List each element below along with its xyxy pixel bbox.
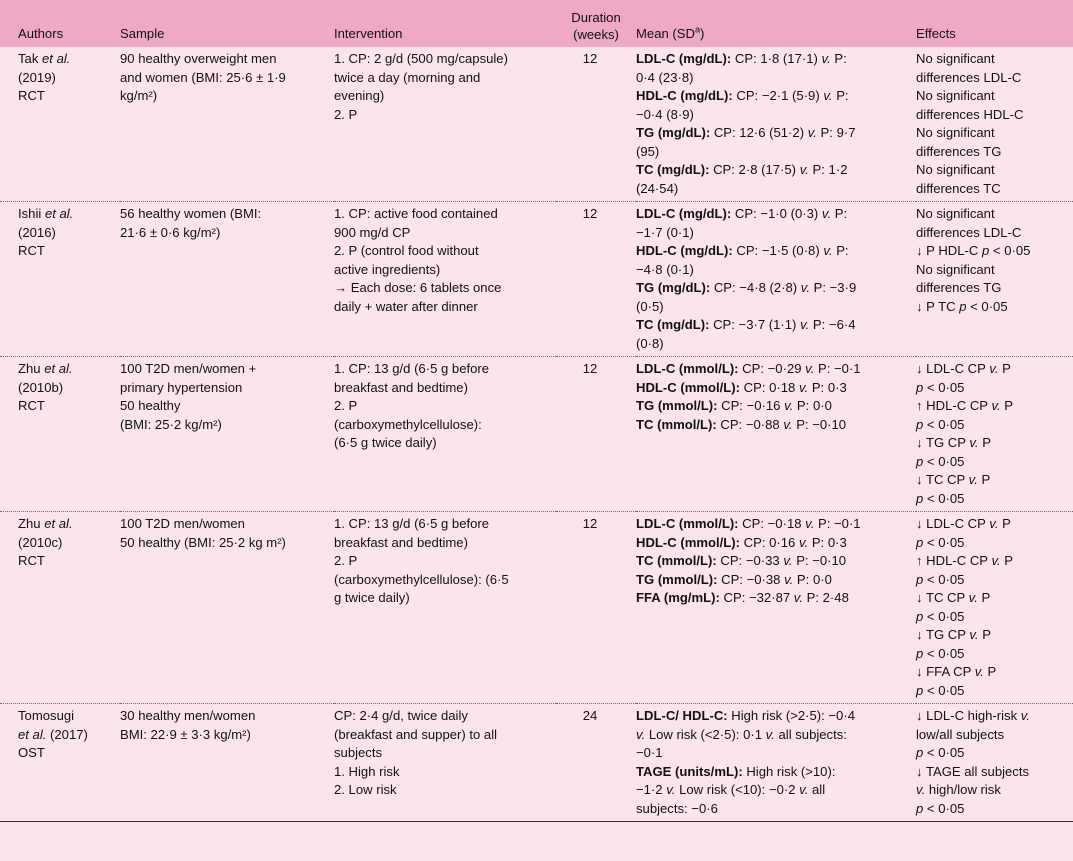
intervention-line: 2. P [334, 398, 358, 413]
author-etal: et al. [18, 726, 47, 742]
sample-line: 56 healthy women (BMI: [120, 206, 262, 221]
cell-sample [120, 512, 334, 704]
intervention-line: daily + water after dinner [334, 298, 478, 314]
mean-rest: P: 0·0 [793, 398, 832, 413]
sample-line: and women (BMI: 25·6 ± 1·9 [120, 69, 286, 85]
intervention-line: g twice daily) [334, 590, 410, 605]
cell-authors [0, 202, 120, 357]
effect-line: v. high/low risk [916, 782, 1001, 797]
mean-entry [636, 515, 912, 534]
mean-text: CP: 1·8 (17·1) [731, 51, 822, 66]
mean-text: CP: −0·33 [716, 553, 784, 568]
cell-intervention [334, 512, 556, 704]
intervention-line: 2. P [334, 553, 358, 568]
mean-rest: P: [832, 243, 849, 258]
sample-line: (BMI: 25·2 kg/m²) [120, 416, 222, 432]
sample-line: 100 T2D men/women + [120, 361, 257, 376]
header-mean [636, 0, 916, 47]
intervention-line: (carboxymethylcellulose): (6·5 [334, 571, 509, 587]
mean-label: LDL-C (mg/dL): [636, 206, 732, 221]
study-design: RCT [18, 88, 45, 103]
mean-rest: P: [831, 206, 848, 221]
mean-versus: v. [807, 125, 817, 140]
mean-label: LDL-C (mmol/L): [636, 516, 739, 531]
cell-intervention [334, 202, 556, 357]
cell-mean [636, 512, 916, 704]
intervention-line: 2. Low risk [334, 782, 397, 797]
effect-line: ↓ TC CP v. P [916, 472, 991, 487]
cell-intervention [334, 704, 556, 822]
mean-text: CP: −4·8 (2·8) [710, 280, 801, 295]
mean-label: HDL-C (mmol/L): [636, 379, 741, 395]
cell-duration: 12 [556, 47, 636, 202]
effect-line: ↓ TG CP v. P [916, 435, 991, 450]
effect-line: p < 0·05 [916, 490, 965, 506]
intervention-line: → Each dose: 6 tablets once [334, 280, 502, 295]
sample-line: 90 healthy overweight men [120, 51, 277, 66]
mean-extra: 0·4 (23·8) [636, 69, 694, 85]
cell-authors [0, 704, 120, 822]
cell-mean [636, 704, 916, 822]
header-intervention: Intervention [334, 25, 403, 41]
mean-text: CP: −0·88 [716, 416, 784, 432]
author-name: Zhu [18, 361, 45, 376]
mean-entry [636, 397, 912, 416]
intervention-line: 1. CP: 13 g/d (6·5 g before [334, 361, 490, 376]
mean-label: LDL-C (mmol/L): [636, 361, 739, 376]
mean-entry [636, 763, 912, 782]
effect-line: No significant [916, 88, 995, 103]
mean-extra: −1·7 (0·1) [636, 224, 694, 240]
author-etal: et al. [44, 206, 74, 221]
intervention-line: 1. High risk [334, 763, 400, 779]
mean-entry [636, 534, 912, 553]
mean-entry [636, 87, 912, 106]
mean-text: CP: 0·18 [740, 379, 799, 395]
mean-label: TC (mg/dL): [636, 317, 710, 332]
mean-versus: v. [799, 162, 809, 177]
mean-extra: v. Low risk (<2·5): 0·1 v. all subjects: [636, 726, 847, 742]
author-line [18, 707, 116, 726]
mean-versus: v. [784, 571, 794, 587]
mean-rest: P: −6·4 [809, 317, 856, 332]
mean-entry [636, 552, 912, 571]
intervention-line: breakfast and bedtime) [334, 379, 468, 395]
intervention-line: active ingredients) [334, 261, 441, 277]
mean-extra: (0·5) [636, 298, 664, 314]
cell-authors [0, 512, 120, 704]
cell-effects [916, 47, 1073, 202]
cell-effects [916, 202, 1073, 357]
author-year: (2017) [46, 726, 88, 742]
table-row [0, 47, 1073, 202]
table-body [0, 47, 1073, 822]
sample-line: 100 T2D men/women [120, 516, 245, 531]
mean-text: CP: −2·1 (5·9) [732, 88, 824, 103]
effect-line: ↓ LDL-C CP v. P [916, 361, 1011, 376]
header-mean-suffix: ) [699, 25, 705, 41]
intervention-line: breakfast and bedtime) [334, 534, 468, 550]
effect-line: p < 0·05 [916, 645, 965, 661]
sample-line: BMI: 22·9 ± 3·3 kg/m²) [120, 726, 251, 742]
sample-line: 50 healthy (BMI: 25·2 kg m²) [120, 534, 286, 550]
mean-versus: v. [821, 51, 831, 66]
sample-line: primary hypertension [120, 379, 243, 395]
effect-line: p < 0·05 [916, 745, 965, 760]
author-name: Tak [18, 51, 43, 66]
effect-line: ↓ LDL-C CP v. P [916, 516, 1011, 531]
effect-line: p < 0·05 [916, 682, 965, 698]
mean-rest: P: 0·0 [793, 571, 832, 587]
mean-label: TG (mg/dL): [636, 280, 711, 295]
effect-line: ↓ P HDL-C p < 0·05 [916, 243, 1031, 258]
effect-line: ↓ LDL-C high-risk v. [916, 708, 1030, 723]
effect-line: p < 0·05 [916, 571, 965, 587]
header-row [0, 0, 1073, 47]
mean-label: TC (mmol/L): [636, 416, 717, 432]
effect-line: ↓ TAGE all subjects [916, 763, 1030, 779]
mean-label: TG (mmol/L): [636, 571, 718, 587]
header-effects: Effects [916, 25, 956, 41]
mean-entry [636, 360, 912, 379]
mean-text: High risk (>10): [742, 763, 836, 779]
author-year: (2016) [18, 224, 56, 240]
mean-text: CP: −0·38 [717, 571, 785, 587]
author-line [18, 515, 116, 534]
study-design: RCT [18, 243, 45, 258]
header-mean-prefix: Mean (SD [636, 25, 695, 41]
author-year: (2010b) [18, 379, 64, 395]
intervention-line: 1. CP: 2 g/d (500 mg/capsule) [334, 51, 508, 66]
mean-text: High risk (>2·5): −0·4 [727, 708, 855, 723]
mean-versus: v. [798, 379, 809, 395]
cell-mean [636, 47, 916, 202]
mean-rest: P: 0·3 [808, 534, 847, 550]
mean-entry [636, 416, 912, 435]
mean-versus: v. [783, 416, 793, 432]
mean-extra: −1·2 v. Low risk (<10): −0·2 v. all [636, 782, 826, 797]
effect-line: No significant [916, 261, 995, 277]
effect-line: p < 0·05 [916, 608, 965, 624]
intervention-line: 2. P [334, 106, 358, 122]
cell-effects [916, 357, 1073, 512]
author-year: (2019) [18, 69, 56, 85]
effect-line: No significant [916, 162, 995, 177]
mean-label: TC (mg/dL): [636, 162, 710, 177]
effect-line: ↓ TC CP v. P [916, 590, 991, 605]
mean-rest: P: −0·10 [792, 553, 847, 568]
author-name: Ishii [18, 206, 45, 221]
mean-label: HDL-C (mg/dL): [636, 243, 733, 258]
intervention-line: CP: 2·4 g/d, twice daily [334, 708, 468, 723]
intervention-line: evening) [334, 88, 385, 103]
mean-rest: P: [830, 51, 847, 66]
effect-line: No significant [916, 206, 995, 221]
effect-line: p < 0·05 [916, 379, 965, 395]
cell-sample [120, 202, 334, 357]
author-etal: et al. [44, 516, 73, 531]
mean-entry [636, 707, 912, 726]
effect-line: ↓ FFA CP v. P [916, 664, 997, 679]
author-line [18, 360, 116, 379]
effect-line: ↑ HDL-C CP v. P [916, 553, 1014, 568]
author-line [18, 726, 116, 745]
mean-versus: v. [800, 280, 811, 295]
mean-versus: v. [823, 88, 833, 103]
mean-versus: v. [800, 317, 810, 332]
mean-rest: P: −0·1 [814, 516, 861, 531]
cell-mean [636, 357, 916, 512]
mean-entry [636, 124, 912, 143]
mean-label: TG (mmol/L): [636, 398, 718, 413]
cell-duration: 24 [556, 704, 636, 822]
mean-rest: P: −3·9 [810, 280, 857, 295]
mean-entry [636, 316, 912, 335]
mean-versus: v. [805, 361, 815, 376]
mean-extra: −0·4 (8·9) [636, 106, 694, 122]
sample-line: kg/m²) [120, 88, 158, 103]
table-row [0, 357, 1073, 512]
mean-text: CP: −32·87 [719, 590, 794, 605]
mean-rest: P: 0·3 [808, 379, 847, 395]
cell-authors [0, 47, 120, 202]
header-duration-line2: (weeks) [573, 27, 619, 42]
mean-versus: v. [784, 398, 794, 413]
mean-text: CP: −1·0 (0·3) [731, 206, 822, 221]
effect-line: No significant [916, 125, 995, 140]
author-etal: et al. [42, 51, 71, 66]
mean-label: FFA (mg/mL): [636, 590, 720, 605]
mean-extra: −4·8 (0·1) [636, 261, 694, 277]
effect-line: differences TG [916, 143, 1002, 159]
cell-mean [636, 202, 916, 357]
cell-intervention [334, 47, 556, 202]
intervention-line: (carboxymethylcellulose): [334, 416, 482, 432]
intervention-line: 1. CP: 13 g/d (6·5 g before [334, 516, 490, 531]
header-sample: Sample [120, 25, 165, 41]
mean-rest: P: 2·48 [803, 590, 849, 605]
mean-rest: P: 1·2 [808, 162, 848, 177]
table-row [0, 202, 1073, 357]
cell-duration: 12 [556, 512, 636, 704]
study-design: OST [18, 745, 45, 760]
mean-text: CP: −3·7 (1·1) [709, 317, 801, 332]
mean-label: LDL-C (mg/dL): [636, 51, 732, 66]
author-name: Zhu [18, 516, 45, 531]
effect-line: No significant [916, 51, 995, 66]
mean-rest: P: −0·10 [792, 416, 847, 432]
intervention-line: (breakfast and supper) to all [334, 726, 498, 742]
header-mean-sup: a [694, 24, 700, 35]
mean-rest: P: 9·7 [816, 125, 856, 140]
mean-versus: v. [798, 534, 809, 550]
mean-entry [636, 50, 912, 69]
mean-versus: v. [823, 243, 833, 258]
mean-entry [636, 161, 912, 180]
mean-entry [636, 205, 912, 224]
sample-line: 50 healthy [120, 398, 181, 413]
intervention-line: twice a day (morning and [334, 69, 481, 85]
mean-extra: −0·1 [636, 745, 663, 760]
mean-rest: P: −0·1 [814, 361, 861, 376]
effect-line: differences TG [916, 280, 1002, 295]
mean-versus: v. [793, 590, 803, 605]
mean-label: LDL-C/ HDL-C: [636, 708, 728, 723]
cell-sample [120, 47, 334, 202]
mean-versus: v. [783, 553, 793, 568]
effect-line: ↓ TG CP v. P [916, 627, 991, 642]
mean-text: CP: 2·8 (17·5) [709, 162, 800, 177]
intervention-line: 1. CP: active food contained [334, 206, 498, 221]
effect-line: p < 0·05 [916, 416, 965, 432]
effect-line: low/all subjects [916, 726, 1005, 742]
effect-line: p < 0·05 [916, 800, 965, 816]
intervention-line: (6·5 g twice daily) [334, 435, 437, 450]
cell-effects [916, 512, 1073, 704]
mean-label: TG (mg/dL): [636, 125, 711, 140]
study-design: RCT [18, 553, 45, 568]
effect-line: differences LDL-C [916, 69, 1022, 85]
effect-line: differences HDL-C [916, 106, 1024, 122]
mean-entry [636, 571, 912, 590]
mean-extra: (24·54) [636, 180, 679, 196]
effect-line: p < 0·05 [916, 534, 965, 550]
cell-duration: 12 [556, 357, 636, 512]
cell-intervention [334, 357, 556, 512]
intervention-line: 2. P (control food without [334, 243, 479, 258]
mean-extra: (0·8) [636, 335, 664, 351]
sample-line: 30 healthy men/women [120, 708, 256, 723]
effect-line: ↓ P TC p < 0·05 [916, 298, 1008, 314]
mean-text: CP: 0·16 [740, 534, 799, 550]
effect-line: differences TC [916, 180, 1001, 196]
mean-text: CP: −0·16 [717, 398, 785, 413]
author-year: (2010c) [18, 534, 63, 550]
table-row [0, 704, 1073, 822]
mean-entry [636, 379, 912, 398]
mean-extra: subjects: −0·6 [636, 800, 718, 816]
mean-entry [636, 242, 912, 261]
mean-entry [636, 589, 912, 608]
mean-extra: (95) [636, 143, 660, 159]
sample-line: 21·6 ± 0·6 kg/m²) [120, 224, 221, 240]
mean-text: CP: −1·5 (0·8) [732, 243, 824, 258]
cell-sample [120, 357, 334, 512]
effect-line: differences LDL-C [916, 224, 1022, 240]
mean-label: TAGE (units/mL): [636, 763, 743, 779]
mean-rest: P: [832, 88, 849, 103]
author-line [18, 205, 116, 224]
mean-text: CP: −0·29 [738, 361, 806, 376]
mean-label: TC (mmol/L): [636, 553, 717, 568]
header-duration [556, 0, 636, 47]
study-design: RCT [18, 398, 45, 413]
mean-versus: v. [805, 516, 815, 531]
cell-duration: 12 [556, 202, 636, 357]
effect-line: ↑ HDL-C CP v. P [916, 398, 1014, 413]
author-etal: et al. [44, 361, 73, 376]
effect-line: p < 0·05 [916, 453, 965, 469]
author-name: Tomosugi [18, 708, 75, 723]
mean-text: CP: −0·18 [738, 516, 806, 531]
intervention-line: subjects [334, 745, 383, 760]
mean-label: HDL-C (mmol/L): [636, 534, 741, 550]
mean-entry [636, 279, 912, 298]
intervention-line: 900 mg/d CP [334, 224, 411, 240]
mean-label: HDL-C (mg/dL): [636, 88, 733, 103]
cell-sample [120, 704, 334, 822]
header-authors: Authors [18, 25, 64, 41]
table-row [0, 512, 1073, 704]
author-line [18, 50, 116, 69]
mean-versus: v. [821, 206, 832, 221]
cell-effects [916, 704, 1073, 822]
cell-authors [0, 357, 120, 512]
header-duration-line1: Duration [571, 10, 621, 25]
mean-text: CP: 12·6 (51·2) [710, 125, 808, 140]
